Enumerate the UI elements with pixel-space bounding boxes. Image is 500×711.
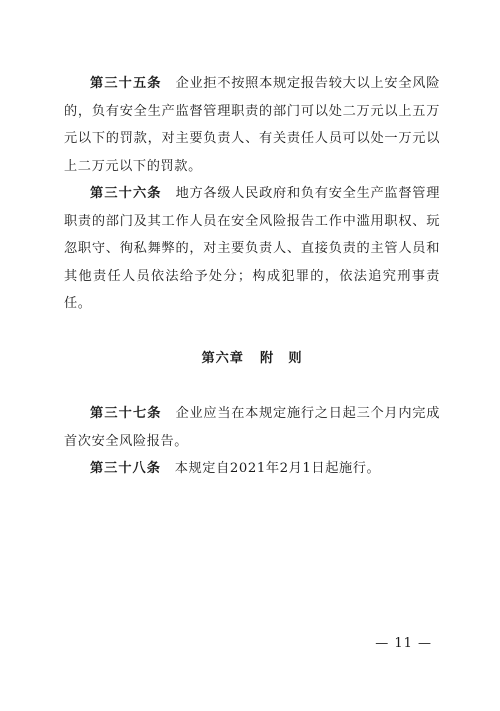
article-text: 地方各级人民政府和负有安全生产监督管理职责的部门及其工作人员在安全风险报告工作中滥用职权、玩忽职守、徇私舞弊的，对主要负责人、直接负责的主管人员和其他责任人员依法给予处分；构成犯罪的，依法追究刑事责任。	[64, 186, 440, 311]
article-label: 第三十五条	[90, 76, 162, 91]
chapter-title: 附 则	[260, 350, 303, 366]
article-35	[64, 70, 440, 180]
article-36	[64, 180, 440, 318]
article-text: 企业应当在本规定施行之日起三个月内完成首次安全风险报告。	[64, 406, 440, 449]
article-38	[64, 455, 440, 483]
article-text: 企业拒不按照本规定报告较大以上安全风险的，负有安全生产监督管理职责的部门可以处二万元以上五万元以下的罚款，对主要负责人、有关责任人员可以处一万元以上二万元以下的罚款。	[64, 76, 440, 174]
document-body	[64, 70, 440, 483]
article-label: 第三十八条	[90, 461, 161, 476]
page-number: — 11 —	[375, 636, 432, 651]
article-text: 本规定自2021年2月1日起施行。	[174, 461, 381, 476]
article-label: 第三十六条	[90, 186, 162, 201]
chapter-number: 第六章	[201, 350, 244, 366]
article-label: 第三十七条	[90, 406, 162, 421]
chapter-heading	[64, 345, 440, 373]
article-37	[64, 400, 440, 455]
